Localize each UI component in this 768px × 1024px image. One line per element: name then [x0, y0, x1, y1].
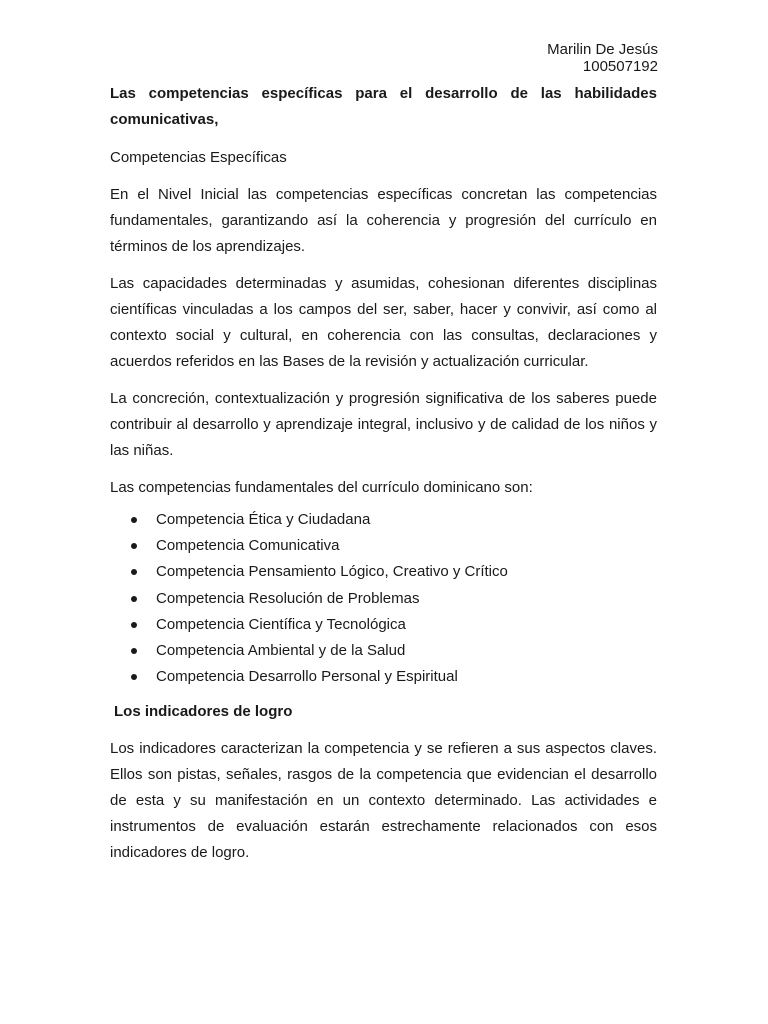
competencies-list [110, 507, 657, 690]
bullet-icon [131, 674, 137, 680]
list-item [110, 586, 657, 612]
document-header [547, 41, 658, 75]
bullet-icon [131, 596, 137, 602]
list-item [110, 638, 657, 664]
list-item [110, 507, 657, 533]
bullet-icon [131, 648, 137, 654]
author-name: Marilin De Jesús [547, 41, 658, 58]
list-item-text: Competencia Comunicativa [156, 537, 340, 555]
section-subtitle: Competencias Específicas [110, 149, 287, 166]
section-heading-indicators: Los indicadores de logro [114, 703, 293, 721]
list-item-text: Competencia Resolución de Problemas [156, 589, 420, 607]
title-line-1: Las competencias específicas para el desarrollo de las habilidades [110, 85, 657, 102]
paragraph-4: Las competencias fundamentales del currículo dominicano son: [110, 479, 533, 496]
bullet-icon [131, 517, 137, 523]
list-item [110, 559, 657, 585]
document-body [110, 81, 657, 877]
list-item-text: Competencia Pensamiento Lógico, Creativo y Crítico [156, 563, 508, 581]
paragraph-indicators: Los indicadores caracterizan la competencia y se refieren a sus aspectos claves. Ellos son pistas, señales, rasgos de la competencia que evidencian el desarrollo de esta y su manifestación en un contexto determinado. Las actividades e instrumentos de evaluación estarán estrechamente relacionados con esos indicadores de logro. [110, 740, 657, 862]
list-item [110, 664, 657, 690]
paragraph-2: Las capacidades determinadas y asumidas, cohesionan diferentes disciplinas científicas vinculadas a los campos del ser, saber, hacer y convivir, así como al contexto social y cultural, en coherencia con las consultas, declaraciones y acuerdos referidos en las Bases de la revisión y actualización curricular. [110, 275, 657, 370]
bullet-icon [131, 622, 137, 628]
student-id: 100507192 [582, 58, 658, 75]
document-title [110, 81, 657, 133]
list-item-text: Competencia Ética y Ciudadana [156, 511, 371, 528]
list-item [110, 612, 657, 638]
title-line-2: comunicativas, [110, 111, 219, 128]
paragraph-3: La concreción, contextualización y progresión significativa de los saberes puede contribuir al desarrollo y aprendizaje integral, inclusivo y de calidad de los niños y las niñas. [110, 390, 657, 459]
bullet-icon [131, 569, 137, 575]
list-item [110, 533, 657, 559]
list-item-text: Competencia Desarrollo Personal y Espiritual [156, 668, 458, 686]
list-item-text: Competencia Ambiental y de la Salud [156, 642, 406, 660]
list-item-text: Competencia Científica y Tecnológica [156, 615, 406, 633]
bullet-icon [131, 543, 137, 549]
paragraph-1: En el Nivel Inicial las competencias específicas concretan las competencias fundamentales, garantizando así la coherencia y progresión del currículo en términos de los aprendizajes. [110, 186, 657, 255]
